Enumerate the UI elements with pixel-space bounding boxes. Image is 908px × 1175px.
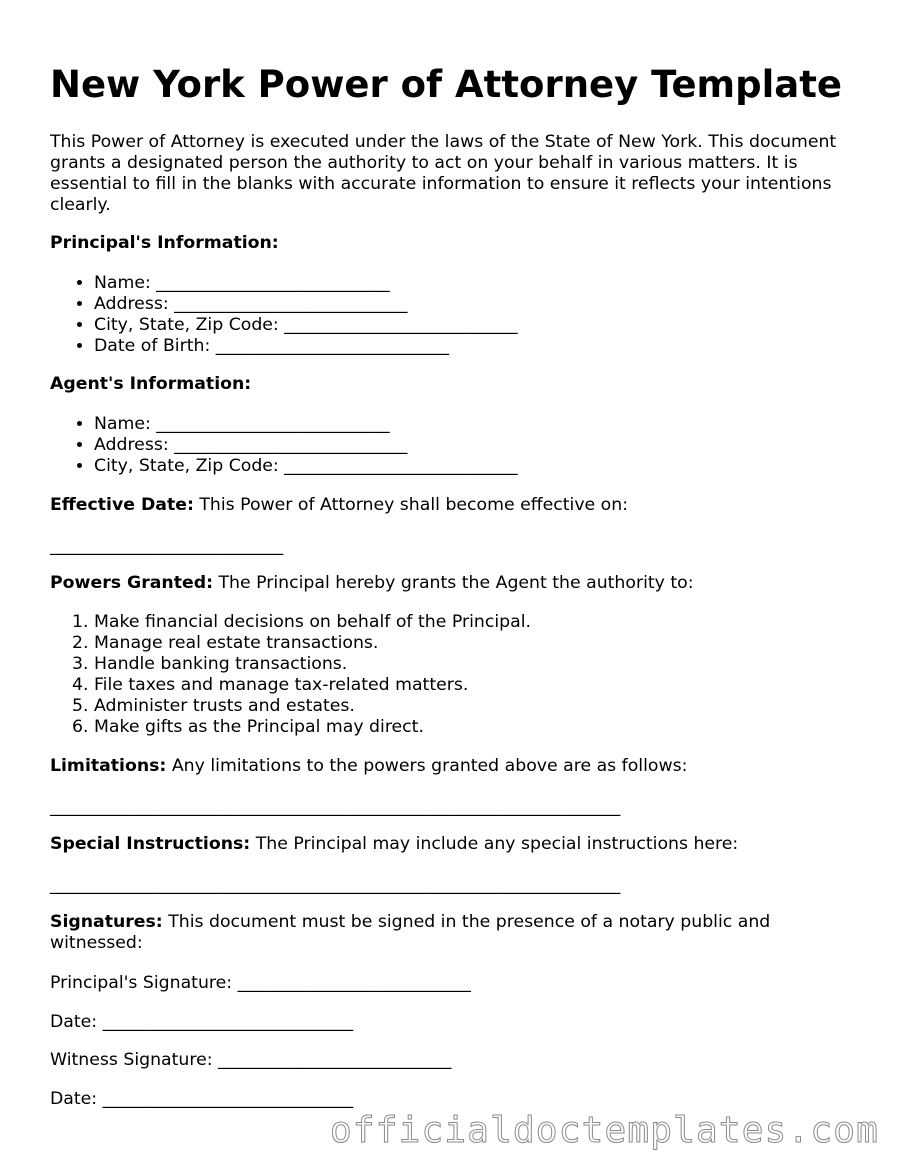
principal-heading: Principal's Information:: [50, 233, 279, 253]
powers-granted-label: Powers Granted:: [50, 573, 213, 593]
principal-name-field: • Name: ___________________________: [94, 273, 518, 294]
agent-name-field: • Name: ___________________________: [94, 414, 518, 435]
powers-granted-paragraph: Powers Granted: The Principal hereby grants the Agent the authority to:: [50, 573, 694, 593]
limitations-blank: __________________________________________________________________: [50, 797, 621, 817]
power-item: 6. Make gifts as the Principal may direct.: [94, 717, 531, 738]
special-instructions-blank: __________________________________________________________________: [50, 875, 621, 895]
special-instructions-label: Special Instructions:: [50, 834, 251, 854]
power-item: 3. Handle banking transactions.: [94, 654, 531, 675]
power-item: 1. Make financial decisions on behalf of the Principal.: [94, 612, 531, 633]
page-title: New York Power of Attorney Template: [50, 63, 843, 106]
witness-signature-line: Witness Signature: ___________________________: [50, 1050, 452, 1070]
effective-date-label: Effective Date:: [50, 495, 194, 515]
principal-signature-line: Principal's Signature: ___________________________: [50, 973, 471, 993]
signatures-paragraph: Signatures: This document must be signed in the presence of a notary public and witnessed:: [50, 912, 771, 953]
principal-address-field: • Address: ___________________________: [94, 294, 518, 315]
principal-city-state-zip-field: • City, State, Zip Code: ___________________________: [94, 315, 518, 336]
signatures-label: Signatures:: [50, 912, 163, 932]
witness-date-line: Date: _____________________________: [50, 1089, 354, 1109]
agent-address-field: • Address: ___________________________: [94, 435, 518, 456]
agent-heading: Agent's Information:: [50, 374, 252, 394]
effective-date-paragraph: Effective Date: This Power of Attorney shall become effective on:: [50, 495, 629, 515]
power-item: 4. File taxes and manage tax-related matters.: [94, 675, 531, 696]
power-item: 5. Administer trusts and estates.: [94, 696, 531, 717]
effective-date-blank: ___________________________: [50, 536, 284, 556]
principal-date-line: Date: _____________________________: [50, 1012, 354, 1032]
agent-fields-list: [50, 414, 518, 477]
limitations-label: Limitations:: [50, 756, 167, 776]
special-instructions-paragraph: Special Instructions: The Principal may include any special instructions here:: [50, 834, 739, 854]
intro-paragraph: This Power of Attorney is executed under the laws of the State of New York. This document grants a designated person the authority to act on your behalf in various matters. It is essential to fill in the blanks with accurate information to ensure it reflects your intentions clearly.: [50, 132, 837, 215]
watermark: officialdoctemplates.com: [330, 1110, 879, 1151]
powers-list: [50, 612, 531, 738]
principal-fields-list: [50, 273, 518, 357]
principal-date-of-birth-field: • Date of Birth: ___________________________: [94, 336, 518, 357]
agent-city-state-zip-field: • City, State, Zip Code: ___________________________: [94, 456, 518, 477]
limitations-paragraph: Limitations: Any limitations to the powers granted above are as follows:: [50, 756, 688, 776]
power-item: 2. Manage real estate transactions.: [94, 633, 531, 654]
